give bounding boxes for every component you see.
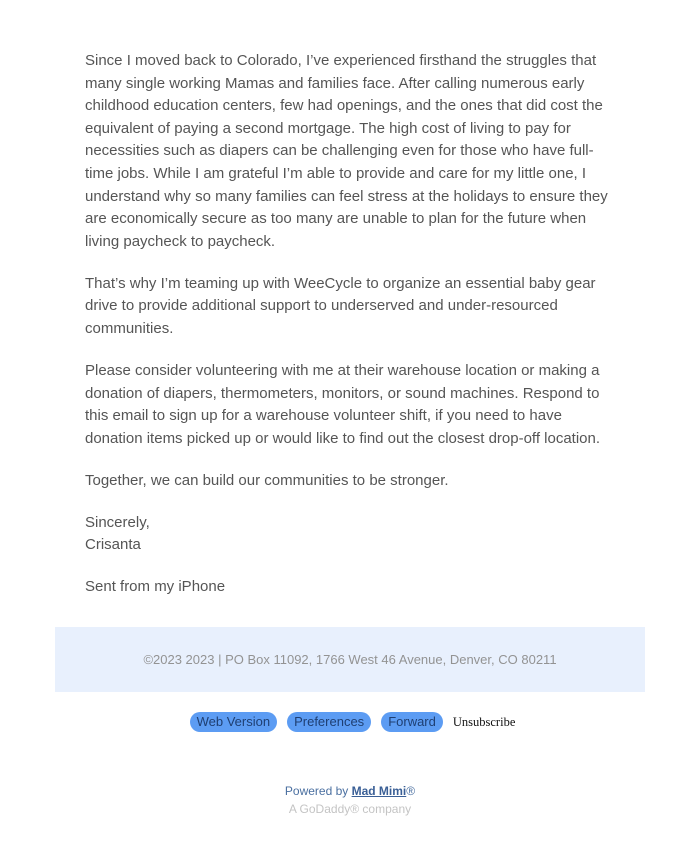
registered-mark: ® [406,784,416,798]
signature-name: Crisanta [85,536,141,554]
powered-by [0,782,700,800]
web-version-link[interactable]: Web Version [190,712,277,732]
preferences-link[interactable]: Preferences [287,712,371,732]
forward-link[interactable]: Forward [381,712,443,732]
body-paragraph-2: That’s why I’m teaming up with WeeCycle to organize an essential baby gear drive to provide additional support to underserved and under-resourced communities. [85,274,596,337]
footer-links [0,712,700,732]
footer-address: ©2023 2023 | PO Box 11092, 1766 West 46 Avenue, Denver, CO 80211 [143,652,557,667]
body-paragraph-4: Together, we can build our communities to be stronger. [85,471,449,489]
sent-from-text: Sent from my iPhone [85,578,226,596]
footer-address-band [55,627,645,692]
powered-by-prefix: Powered by [284,784,352,798]
closing-text: Sincerely, [85,513,150,531]
body-paragraph-3: Please consider volunteering with me at their warehouse location or making a donation of diapers, thermometers, monitors, or sound machines. Respond to this email to sign up for a warehouse volunteer shift, if you need to have donation items picked up or would like to find out the closest drop-off location. [85,361,601,447]
mad-mimi-link[interactable]: Mad Mimi [351,784,407,798]
unsubscribe-link[interactable]: Unsubscribe [452,714,516,729]
email-body [85,50,615,618]
godaddy-company-text: A GoDaddy® company [288,802,412,816]
body-paragraph-1: Since I moved back to Colorado, I’ve experienced firsthand the struggles that many single working Mamas and families face. After calling numerous early childhood education centers, few had openings, and the ones that did cost the equivalent of paying a second mortgage. The high cost of living to pay for necessities such as diapers can be challenging even for those who have full-time jobs. While I am grateful I’m able to provide and care for my little one, I understand why so many families can feel stress at the holidays to ensure they are economically secure as too many are unable to plan for the future when living paycheck to paycheck. [85,52,608,250]
signature-block [85,512,615,557]
